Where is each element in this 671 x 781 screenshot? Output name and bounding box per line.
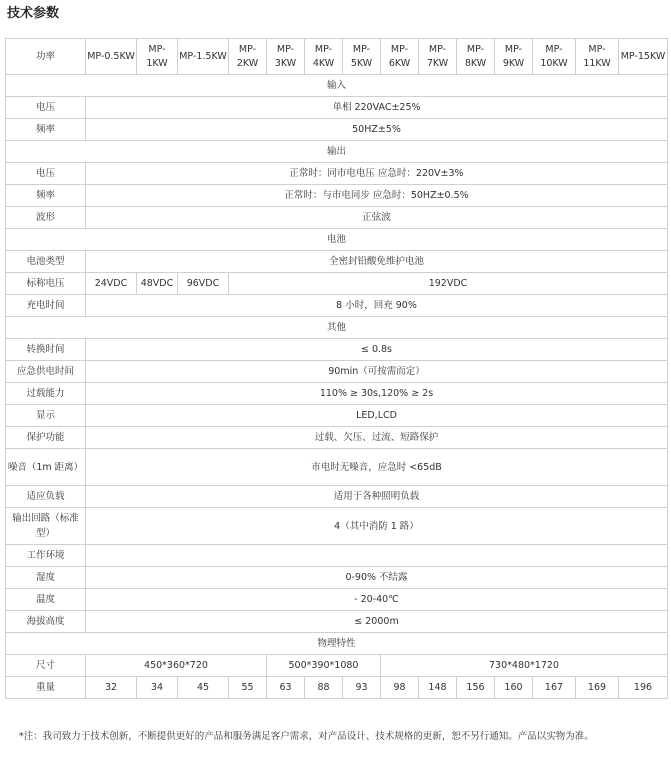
table-row [6,508,668,545]
table-row [6,273,668,295]
empty-cell [86,545,668,567]
weight-cell: 160 [495,677,533,699]
row-value: ≤ 0.8s [86,339,668,361]
row-value: 90min（可按需而定） [86,361,668,383]
model-cell: MP-9KW [495,39,533,75]
row-value: 单相 220VAC±25% [86,97,668,119]
section-row [6,75,668,97]
row-label: 标称电压 [6,273,86,295]
row-value: 过载、欠压、过流、短路保护 [86,427,668,449]
weight-cell: 45 [178,677,229,699]
row-value: 全密封铅酸免维护电池 [86,251,668,273]
model-cell: MP-4KW [305,39,343,75]
row-value: 0-90% 不结露 [86,567,668,589]
table-row [6,589,668,611]
row-value: LED,LCD [86,405,668,427]
row-value: ≤ 2000m [86,611,668,633]
table-row [6,567,668,589]
table-row [6,486,668,508]
weight-cell: 148 [419,677,457,699]
weight-cell: 169 [576,677,619,699]
row-label: 显示 [6,405,86,427]
row-value: 4（其中消防 1 路） [86,508,668,545]
section-row [6,141,668,163]
weight-cell: 55 [229,677,267,699]
row-label: 频率 [6,185,86,207]
model-cell: MP-1KW [137,39,178,75]
section-row [6,317,668,339]
row-label: 适应负载 [6,486,86,508]
table-row [6,361,668,383]
table-row [6,119,668,141]
weight-cell: 63 [267,677,305,699]
weight-cell: 196 [619,677,668,699]
row-value: 正常时：同市电电压 应急时：220V±3% [86,163,668,185]
section-battery: 电池 [6,229,668,251]
row-value: 50HZ±5% [86,119,668,141]
row-label: 输出回路（标准型） [6,508,86,545]
size-cell: 450*360*720 [86,655,267,677]
model-cell: MP-5KW [343,39,381,75]
model-cell: MP-11KW [576,39,619,75]
row-value: 正常时：与市电同步 应急时：50HZ±0.5% [86,185,668,207]
row-label: 海拔高度 [6,611,86,633]
section-row [6,633,668,655]
row-label: 保护功能 [6,427,86,449]
page-title: 技术参数 [7,6,60,21]
row-label: 频率 [6,119,86,141]
table-row [6,97,668,119]
weight-cell: 34 [137,677,178,699]
row-value: 110% ≥ 30s,120% ≥ 2s [86,383,668,405]
size-cell: 500*390*1080 [267,655,381,677]
row-label: 工作环境 [6,545,86,567]
weight-cell: 98 [381,677,419,699]
nominal-voltage-cell: 96VDC [178,273,229,295]
weight-cell: 88 [305,677,343,699]
section-input: 输入 [6,75,668,97]
footnote: *注：我司致力于技术创新，不断提供更好的产品和服务满足客户需求，对产品设计、技术规格的更新，恕不另行通知。产品以实物为准。 [19,731,594,742]
model-cell: MP-15KW [619,39,668,75]
section-output: 输出 [6,141,668,163]
row-label: 重量 [6,677,86,699]
table-row [6,677,668,699]
size-cell: 730*480*1720 [381,655,668,677]
row-value: 适用于各种照明负载 [86,486,668,508]
power-header-label: 功率 [6,39,86,75]
row-value: 市电时无噪音，应急时 <65dB [86,449,668,486]
model-cell: MP-2KW [229,39,267,75]
weight-cell: 167 [533,677,576,699]
model-cell: MP-3KW [267,39,305,75]
table-row [6,611,668,633]
row-label: 湿度 [6,567,86,589]
table-row [6,339,668,361]
table-row [6,295,668,317]
row-value: 正弦波 [86,207,668,229]
table-row [6,185,668,207]
spec-table [5,38,668,699]
table-row [6,405,668,427]
weight-cell: 93 [343,677,381,699]
row-label: 充电时间 [6,295,86,317]
model-cell: MP-6KW [381,39,419,75]
row-label: 电压 [6,97,86,119]
table-row [6,251,668,273]
section-row [6,229,668,251]
model-cell: MP-8KW [457,39,495,75]
model-cell: MP-7KW [419,39,457,75]
table-row [6,207,668,229]
table-row [6,545,668,567]
weight-cell: 32 [86,677,137,699]
row-label: 尺寸 [6,655,86,677]
nominal-voltage-cell: 48VDC [137,273,178,295]
row-label: 噪音（1m 距离） [6,449,86,486]
table-row [6,427,668,449]
table-row [6,39,668,75]
row-label: 温度 [6,589,86,611]
section-physical: 物理特性 [6,633,668,655]
section-other: 其他 [6,317,668,339]
model-cell: MP-10KW [533,39,576,75]
table-row [6,655,668,677]
row-label: 电池类型 [6,251,86,273]
row-value: 8 小时，回充 90% [86,295,668,317]
row-value: - 20-40℃ [86,589,668,611]
row-label: 应急供电时间 [6,361,86,383]
row-label: 波形 [6,207,86,229]
table-row [6,383,668,405]
row-label: 电压 [6,163,86,185]
row-label: 转换时间 [6,339,86,361]
weight-cell: 156 [457,677,495,699]
row-label: 过载能力 [6,383,86,405]
model-cell: MP-0.5KW [86,39,137,75]
nominal-voltage-cell: 192VDC [229,273,668,295]
nominal-voltage-cell: 24VDC [86,273,137,295]
model-cell: MP-1.5KW [178,39,229,75]
table-row [6,163,668,185]
table-row [6,449,668,486]
